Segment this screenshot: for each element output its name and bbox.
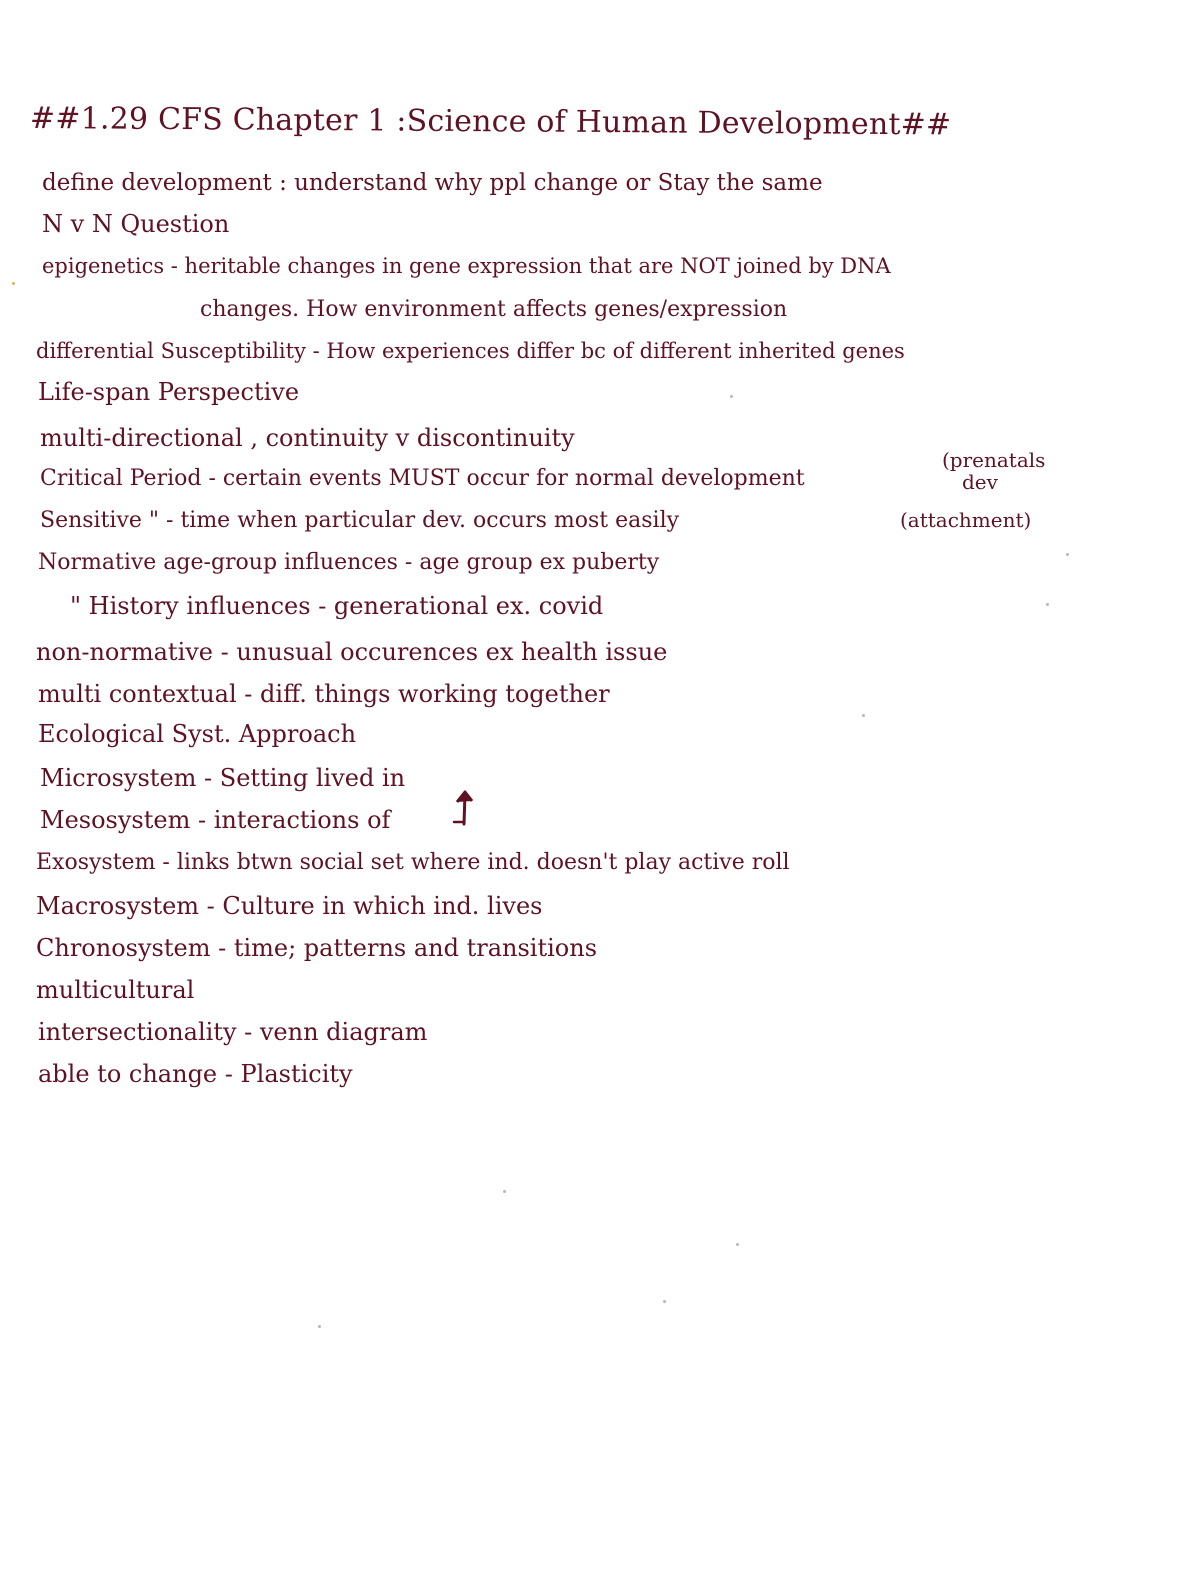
note-line: epigenetics - heritable changes in gene expression that are NOT joined by DNA bbox=[42, 254, 891, 278]
scan-speck bbox=[1046, 603, 1049, 606]
up-arrow-icon bbox=[450, 786, 480, 828]
note-line: N v N Question bbox=[42, 210, 230, 238]
scan-speck bbox=[663, 1300, 666, 1303]
note-line: Microsystem - Setting lived in bbox=[40, 764, 406, 792]
scan-speck bbox=[12, 282, 15, 285]
note-line: Mesosystem - interactions of bbox=[40, 806, 391, 834]
note-line: multi contextual - diff. things working together bbox=[38, 680, 610, 708]
note-line: able to change - Plasticity bbox=[38, 1060, 353, 1088]
note-line: define development : understand why ppl change or Stay the same bbox=[42, 170, 823, 196]
note-line: non-normative - unusual occurences ex health issue bbox=[36, 638, 668, 666]
page-title: ##1.29 CFS Chapter 1 :Science of Human Development## bbox=[29, 101, 952, 143]
scan-speck bbox=[736, 1243, 739, 1246]
note-line: Sensitive " - time when particular dev. occurs most easily bbox=[40, 508, 680, 533]
note-line: differential Susceptibility - How experiences differ bc of different inherited genes bbox=[36, 339, 905, 363]
note-line: Ecological Syst. Approach bbox=[38, 720, 357, 748]
note-line: Macrosystem - Culture in which ind. lives bbox=[36, 892, 543, 920]
annotation-prenatal-dev: dev bbox=[962, 470, 998, 494]
annotation-attachment: (attachment) bbox=[900, 508, 1032, 532]
note-line: Life-span Perspective bbox=[38, 378, 300, 406]
scan-speck bbox=[1066, 553, 1069, 556]
note-line: Chronosystem - time; patterns and transitions bbox=[36, 934, 598, 962]
note-line: changes. How environment affects genes/expression bbox=[200, 297, 788, 322]
note-line: Normative age-group influences - age group ex puberty bbox=[38, 550, 660, 575]
note-line: Critical Period - certain events MUST occur for normal development bbox=[40, 466, 805, 491]
note-line: multi-directional , continuity v discontinuity bbox=[40, 424, 575, 452]
note-line: intersectionality - venn diagram bbox=[38, 1018, 428, 1046]
scan-speck bbox=[730, 395, 733, 398]
scan-speck bbox=[862, 714, 865, 717]
note-line: Exosystem - links btwn social set where ind. doesn't play active roll bbox=[36, 850, 790, 875]
annotation-prenatal: (prenatals bbox=[942, 448, 1046, 472]
note-line: multicultural bbox=[36, 976, 195, 1004]
scan-speck bbox=[318, 1325, 321, 1328]
note-line: " History influences - generational ex. covid bbox=[70, 592, 604, 620]
scan-speck bbox=[503, 1190, 506, 1193]
